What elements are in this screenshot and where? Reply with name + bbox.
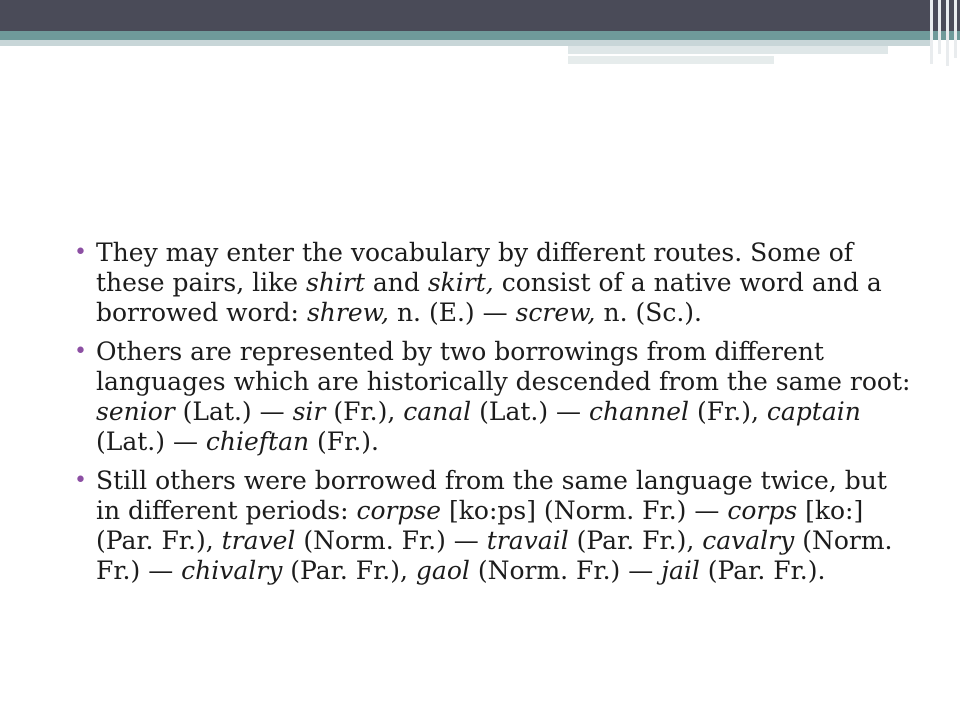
italic-term: canal bbox=[403, 397, 472, 426]
bullet-text: Others are represented by two borrowings from different languages which are historically descended from the same root: bbox=[96, 337, 911, 396]
italic-term: senior bbox=[96, 397, 175, 426]
bullet-text: (Norm. Fr.) — bbox=[469, 556, 662, 585]
bullet-item bbox=[72, 238, 912, 328]
bullet-marker: • bbox=[74, 339, 87, 364]
bullet-item bbox=[72, 466, 912, 586]
bullet-text: (Lat.) — bbox=[471, 397, 590, 426]
italic-term: sir bbox=[292, 397, 326, 426]
bullet-text: [ko:ps] (Norm. Fr.) — bbox=[441, 496, 728, 525]
bullet-text: (Norm. Fr.) — bbox=[96, 526, 893, 585]
bullet-text: They may enter the vocabulary by different routes. Some of these pairs, like bbox=[96, 238, 854, 297]
italic-term: cavalry bbox=[702, 526, 795, 555]
italic-term: chivalry bbox=[181, 556, 283, 585]
italic-term: skirt, bbox=[427, 268, 494, 297]
slide-content bbox=[72, 238, 912, 595]
bullet-text: (Norm. Fr.) — bbox=[295, 526, 487, 555]
italic-term: captain bbox=[766, 397, 861, 426]
bullet-text: (Lat.) — bbox=[96, 427, 206, 456]
decorative-vertical-line bbox=[954, 0, 957, 58]
bullet-text: (Fr.), bbox=[325, 397, 404, 426]
italic-term: corps bbox=[727, 496, 798, 525]
bullet-marker: • bbox=[74, 468, 87, 493]
decorative-vertical-line bbox=[946, 0, 949, 66]
italic-term: shrew, bbox=[306, 298, 389, 327]
italic-term: shirt bbox=[305, 268, 365, 297]
header-dark-band bbox=[0, 0, 960, 31]
bullet-text: Still others were borrowed from the same language twice, but in different periods: bbox=[96, 466, 887, 525]
italic-term: gaol bbox=[415, 556, 470, 585]
bullet-list bbox=[72, 238, 912, 586]
bullet-text: consist of a native word and a borrowed word: bbox=[96, 268, 882, 327]
bullet-text: n. (Sc.). bbox=[595, 298, 702, 327]
bullet-text: (Fr.), bbox=[689, 397, 767, 426]
bullet-text: (Par. Fr.), bbox=[568, 526, 703, 555]
italic-term: jail bbox=[661, 556, 700, 585]
header-accent-bar-short bbox=[568, 56, 774, 64]
italic-term: screw, bbox=[515, 298, 596, 327]
bullet-text: (Par. Fr.), bbox=[282, 556, 416, 585]
bullet-text: (Par. Fr.). bbox=[699, 556, 826, 585]
italic-term: travail bbox=[486, 526, 569, 555]
header-accent-bar bbox=[568, 46, 888, 54]
decorative-vertical-line bbox=[938, 0, 941, 54]
bullet-marker: • bbox=[74, 240, 87, 265]
italic-term: channel bbox=[589, 397, 690, 426]
italic-term: corpse bbox=[356, 496, 442, 525]
bullet-text: (Lat.) — bbox=[174, 397, 293, 426]
bullet-text: [ko:] (Par. Fr.), bbox=[96, 496, 864, 555]
bullet-item bbox=[72, 337, 912, 457]
bullet-text: and bbox=[364, 268, 428, 297]
decorative-vertical-line bbox=[930, 0, 933, 64]
header-teal-band bbox=[0, 31, 960, 40]
bullet-text: (Fr.). bbox=[309, 427, 380, 456]
italic-term: chieftan bbox=[205, 427, 310, 456]
italic-term: travel bbox=[221, 526, 296, 555]
bullet-text: n. (E.) — bbox=[389, 298, 516, 327]
